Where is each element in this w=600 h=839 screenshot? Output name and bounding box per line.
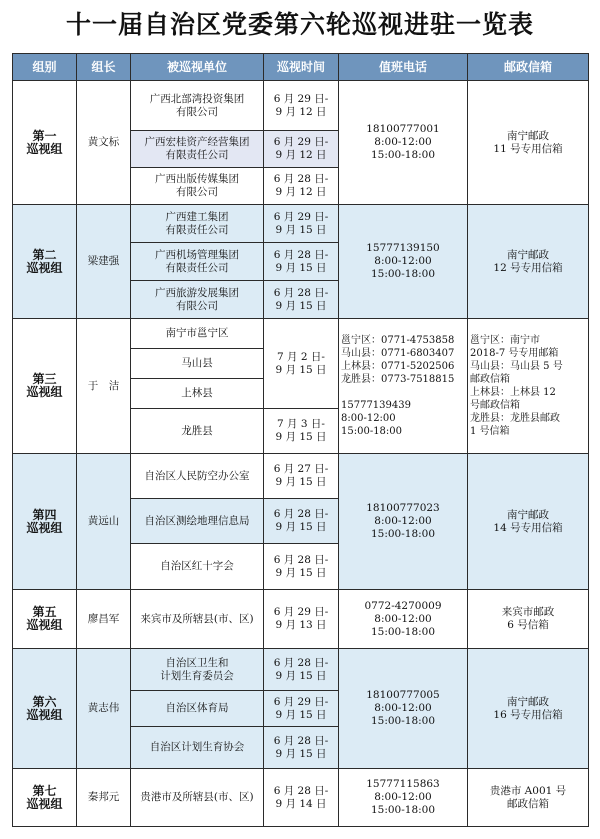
header-phone: 值班电话 (339, 54, 468, 81)
unit-cell: 自治区体育局 (131, 691, 264, 727)
table-row (13, 769, 589, 827)
phone-cell: 18100777005 8:00-12:00 15:00-18:00 (339, 649, 468, 769)
header-row (13, 54, 589, 81)
group-leader: 黄志伟 (77, 649, 131, 769)
time-cell: 6 月 28 日- 9 月 15 日 (264, 499, 339, 544)
unit-cell: 自治区人民防空办公室 (131, 454, 264, 499)
group-leader: 秦邦元 (77, 769, 131, 827)
time-cell: 6 月 27 日- 9 月 15 日 (264, 454, 339, 499)
unit-cell: 广西北部湾投资集团 有限公司 (131, 81, 264, 131)
time-cell: 6 月 28 日- 9 月 15 日 (264, 727, 339, 769)
group-leader: 于 洁 (77, 319, 131, 454)
unit-cell: 自治区红十字会 (131, 544, 264, 590)
mailbox-cell: 南宁邮政 14 号专用信箱 (468, 454, 589, 590)
phone-cell: 15777115863 8:00-12:00 15:00-18:00 (339, 769, 468, 827)
header-group: 组别 (13, 54, 77, 81)
table-row (13, 454, 589, 499)
header-unit: 被巡视单位 (131, 54, 264, 81)
unit-cell: 自治区卫生和 计划生育委员会 (131, 649, 264, 691)
unit-cell: 广西宏桂资产经营集团 有限责任公司 (131, 131, 264, 168)
group-leader: 黄远山 (77, 454, 131, 590)
unit-cell: 广西建工集团 有限责任公司 (131, 205, 264, 243)
time-cell: 7 月 3 日- 9 月 15 日 (264, 409, 339, 454)
unit-cell: 自治区测绘地理信息局 (131, 499, 264, 544)
table-row (13, 81, 589, 131)
group-name: 第一 巡视组 (13, 81, 77, 205)
group-leader: 梁建强 (77, 205, 131, 319)
group-name: 第五 巡视组 (13, 590, 77, 649)
table-row (13, 205, 589, 243)
group-name: 第六 巡视组 (13, 649, 77, 769)
time-cell: 6 月 28 日- 9 月 14 日 (264, 769, 339, 827)
group-leader: 廖昌军 (77, 590, 131, 649)
group-leader: 黄文标 (77, 81, 131, 205)
unit-cell: 来宾市及所辖县(市、区) (131, 590, 264, 649)
unit-cell: 上林县 (131, 379, 264, 409)
time-cell: 6 月 29 日- 9 月 12 日 (264, 131, 339, 168)
time-cell: 6 月 28 日- 9 月 15 日 (264, 544, 339, 590)
table-row (13, 590, 589, 649)
unit-cell: 广西旅游发展集团 有限公司 (131, 281, 264, 319)
table-row (13, 649, 589, 691)
mailbox-cell: 贵港市 A001 号 邮政信箱 (468, 769, 589, 827)
unit-cell: 贵港市及所辖县(市、区) (131, 769, 264, 827)
time-cell: 6 月 28 日- 9 月 15 日 (264, 243, 339, 281)
mailbox-cell: 来宾市邮政 6 号信箱 (468, 590, 589, 649)
unit-cell: 广西机场管理集团 有限责任公司 (131, 243, 264, 281)
time-cell: 6 月 29 日- 9 月 15 日 (264, 691, 339, 727)
unit-cell: 南宁市邕宁区 (131, 319, 264, 349)
unit-cell: 广西出版传媒集团 有限公司 (131, 168, 264, 205)
page-title: 十一届自治区党委第六轮巡视进驻一览表 (65, 10, 534, 39)
unit-cell: 自治区计划生育协会 (131, 727, 264, 769)
time-cell: 6 月 28 日- 9 月 15 日 (264, 281, 339, 319)
mailbox-cell: 邕宁区：南宁市 2018-7 号专用邮箱 马山县：马山县 5 号 邮政信箱 上林县：上林县 12 号邮政信箱 龙胜县：龙胜县邮政 1 号信箱 (468, 319, 589, 454)
time-cell: 6 月 28 日- 9 月 15 日 (264, 649, 339, 691)
phone-cell: 邕宁区：0771-4753858 马山县：0771-6803407 上林县：0771-5202506 龙胜县：0773-7518815 15777139439 8:00-12:00 15:00-18:00 (339, 319, 468, 454)
mailbox-cell: 南宁邮政 12 号专用信箱 (468, 205, 589, 319)
mailbox-cell: 南宁邮政 11 号专用信箱 (468, 81, 589, 205)
phone-cell: 15777139150 8:00-12:00 15:00-18:00 (339, 205, 468, 319)
header-leader: 组长 (77, 54, 131, 81)
phone-cell: 18100777023 8:00-12:00 15:00-18:00 (339, 454, 468, 590)
time-cell: 6 月 29 日- 9 月 12 日 (264, 81, 339, 131)
table-row (13, 319, 589, 349)
inspection-table (12, 53, 589, 827)
time-cell: 6 月 28 日- 9 月 12 日 (264, 168, 339, 205)
time-cell: 7 月 2 日- 9 月 15 日 (264, 319, 339, 409)
unit-cell: 龙胜县 (131, 409, 264, 454)
header-mailbox: 邮政信箱 (468, 54, 589, 81)
group-name: 第三 巡视组 (13, 319, 77, 454)
phone-cell: 18100777001 8:00-12:00 15:00-18:00 (339, 81, 468, 205)
phone-cell: 0772-4270009 8:00-12:00 15:00-18:00 (339, 590, 468, 649)
group-name: 第七 巡视组 (13, 769, 77, 827)
group-name: 第二 巡视组 (13, 205, 77, 319)
time-cell: 6 月 29 日- 9 月 13 日 (264, 590, 339, 649)
header-time: 巡视时间 (264, 54, 339, 81)
unit-cell: 马山县 (131, 349, 264, 379)
mailbox-cell: 南宁邮政 16 号专用信箱 (468, 649, 589, 769)
time-cell: 6 月 29 日- 9 月 15 日 (264, 205, 339, 243)
group-name: 第四 巡视组 (13, 454, 77, 590)
